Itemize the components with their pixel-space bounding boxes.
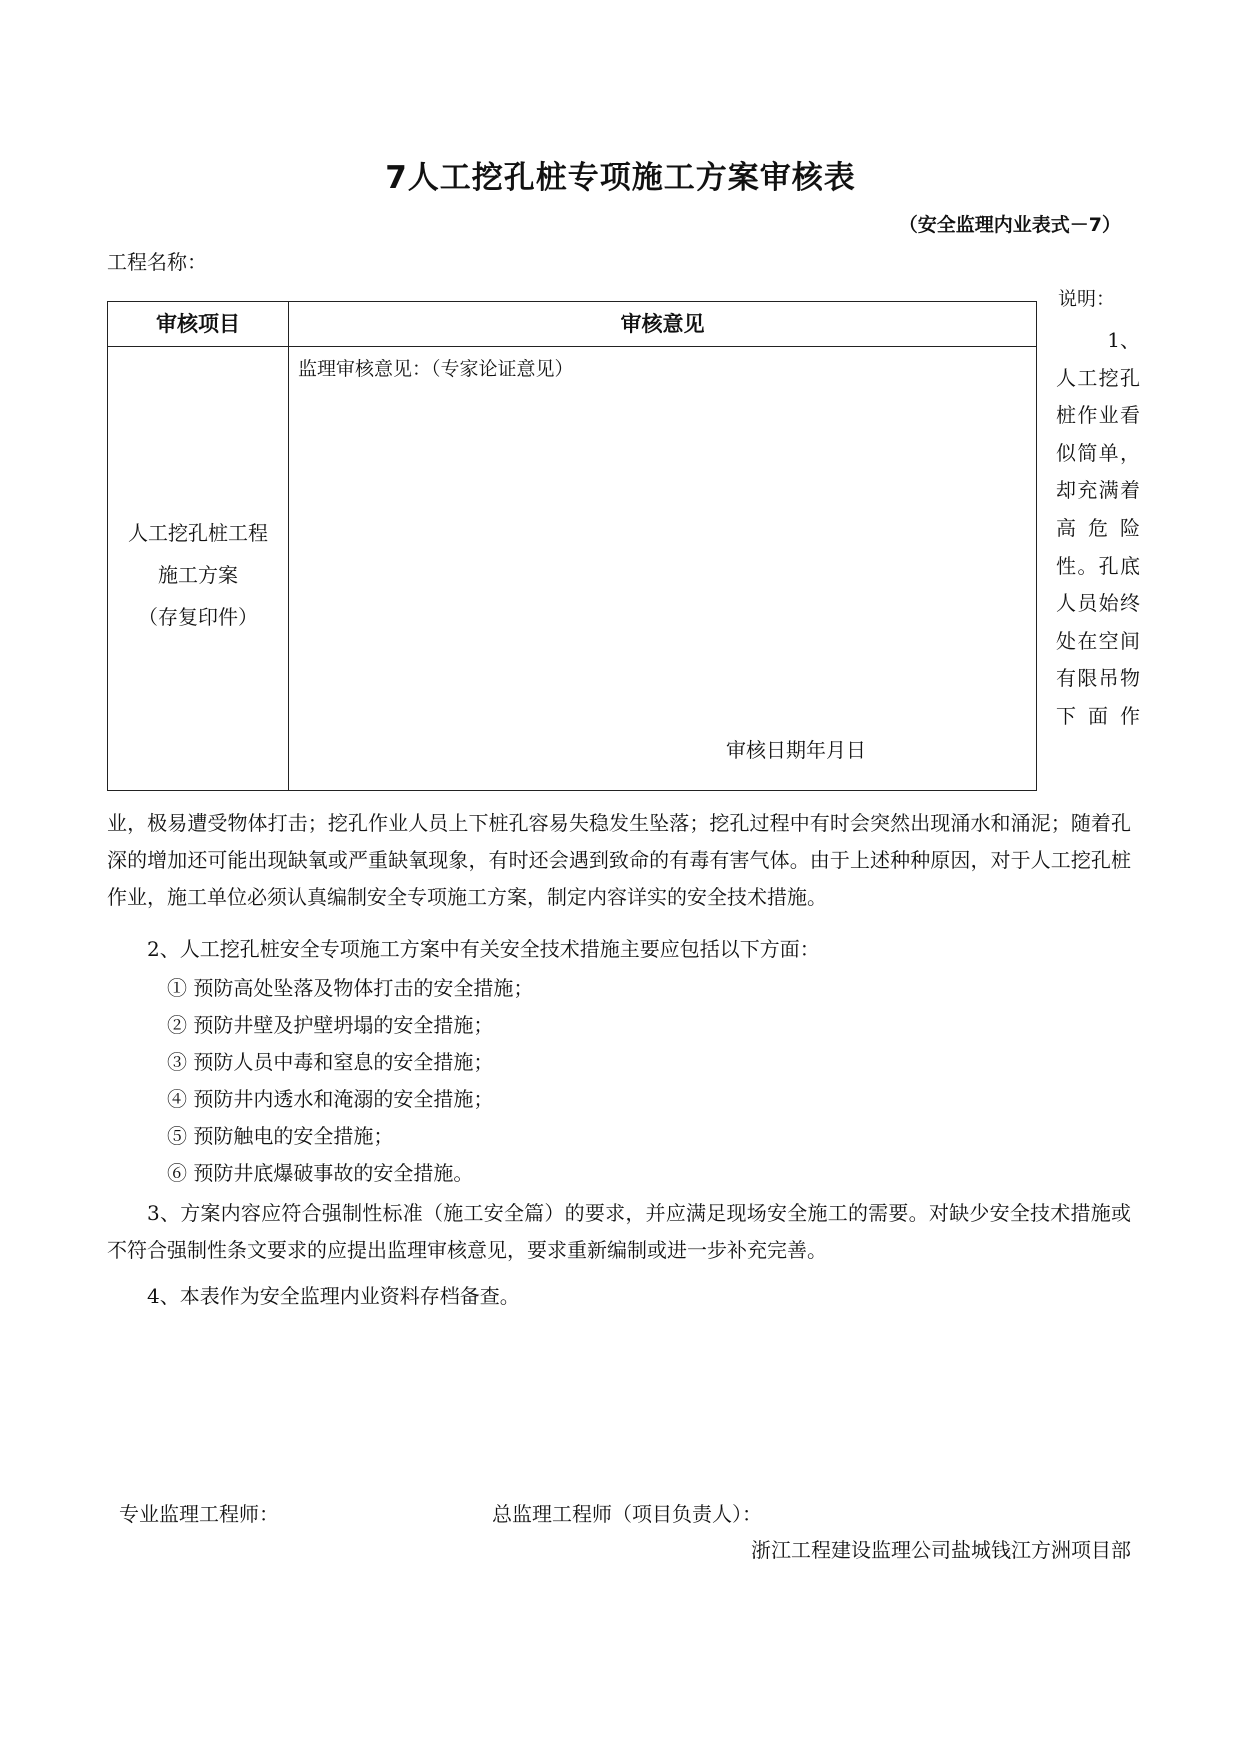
measure-item: ① 预防高处坠落及物体打击的安全措施； <box>167 976 534 1000</box>
note-1-side <box>1056 322 1140 736</box>
col-review-item-header: 审核项目 <box>156 312 240 336</box>
note-1-side-text: 人工挖孔桩作业看似简单，却充满着高危险性。孔底人员始终处在空间有限吊物下面作 <box>1056 365 1140 728</box>
review-item-name <box>108 512 288 638</box>
note-4: 4、本表作为安全监理内业资料存档备查。 <box>147 1284 520 1308</box>
note-2: 2、人工挖孔桩安全专项施工方案中有关安全技术措施主要应包括以下方面： <box>147 937 820 961</box>
col-review-opinion-header: 审核意见 <box>620 312 705 336</box>
review-date: 审核日期年月日 <box>726 738 866 762</box>
note-3: 3、方案内容应符合强制性标准（施工安全篇）的要求，并应满足现场安全施工的需要。对缺少安全技术措施或不符合强制性条文要求的应提出监理审核意见，要求重新编制或进一步补充完善。 <box>107 1201 1131 1262</box>
review-table <box>107 301 1037 791</box>
project-name-label: 工程名称： <box>107 250 207 274</box>
column-divider <box>288 302 289 790</box>
note-1-continued: 业，极易遭受物体打击；挖孔作业人员上下桩孔容易失稳发生坠落；挖孔过程中有时会突然出现涌水和涌泥；随着孔深的增加还可能出现缺氧或严重缺氧现象，有时还会遇到致命的有毒有害气体。由于上述种种原因，对于人工挖孔桩作业，施工单位必须认真编制安全专项施工方案，制定内容详实的安全技术措施。 <box>107 811 1131 909</box>
opinion-label: 监理审核意见：（专家论证意见） <box>298 358 574 380</box>
measure-item: ② 预防井壁及护壁坍塌的安全措施； <box>167 1013 494 1037</box>
measure-item: ⑥ 预防井底爆破事故的安全措施。 <box>167 1161 474 1185</box>
page-title: 7人工挖孔桩专项施工方案审核表 <box>385 160 856 196</box>
engineer-signature-label: 专业监理工程师： <box>119 1502 279 1526</box>
note-1-number: 1、 <box>1107 328 1140 352</box>
chief-engineer-signature-label: 总监理工程师（项目负责人）： <box>492 1502 762 1526</box>
header-divider <box>108 346 1036 347</box>
measure-item: ③ 预防人员中毒和窒息的安全措施； <box>167 1050 494 1074</box>
review-item-line: （存复印件） <box>138 605 258 629</box>
measure-item: ⑤ 预防触电的安全措施； <box>167 1124 394 1148</box>
company-name: 浙江工程建设监理公司盐城钱江方洲项目部 <box>751 1538 1131 1562</box>
notes-title: 说明： <box>1058 288 1116 310</box>
form-code: （安全监理内业表式－7） <box>898 214 1121 236</box>
measure-item: ④ 预防井内透水和淹溺的安全措施； <box>167 1087 494 1111</box>
review-item-line: 施工方案 <box>158 563 238 587</box>
review-item-line: 人工挖孔桩工程 <box>128 521 268 545</box>
